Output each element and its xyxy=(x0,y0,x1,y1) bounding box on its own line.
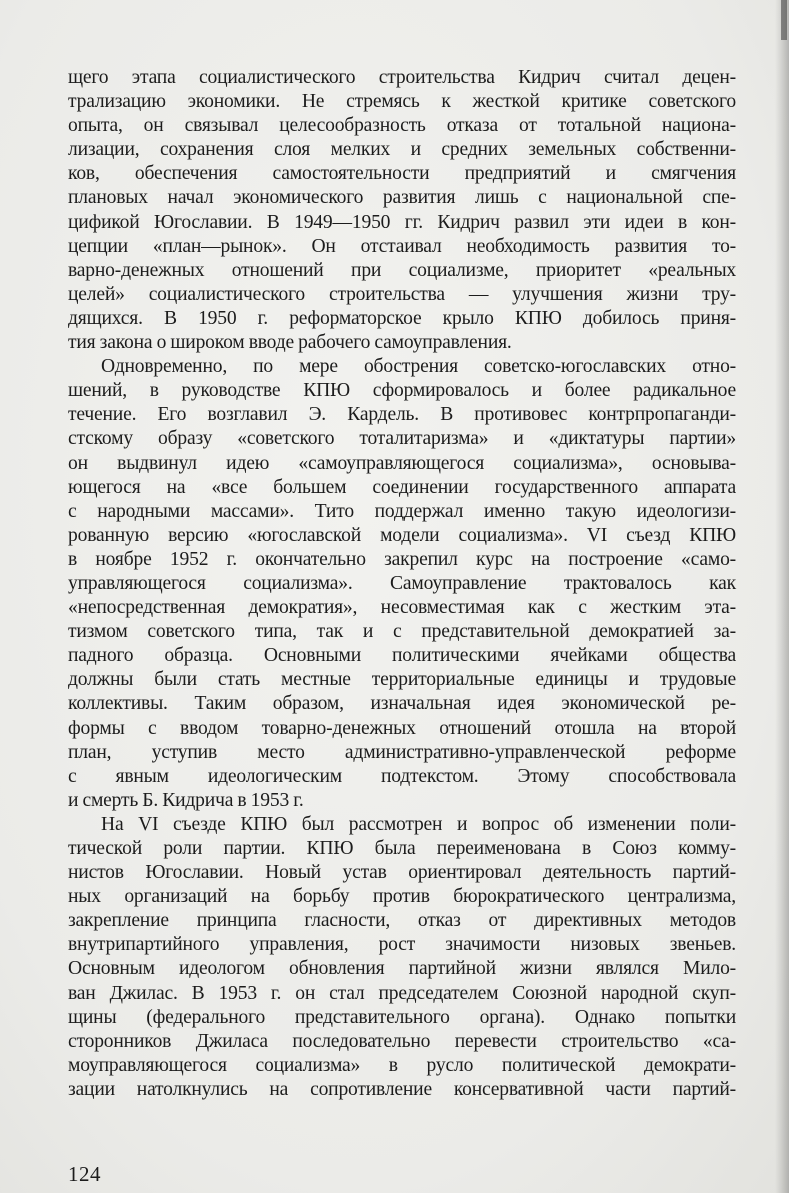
paragraph-3 xyxy=(68,813,736,1102)
text-line: Основным идеологом обновления партийной жизни являлся Мило- xyxy=(68,958,736,980)
text-line: Одновременно, по мере обострения советско-югославских отно- xyxy=(101,356,736,378)
text-line: должны были стать местные территориальные единицы и трудовые xyxy=(68,669,736,691)
text-line: щего этапа социалистического строительства Кидрич считал децен- xyxy=(68,67,736,88)
text-line: шений, в руководстве КПЮ сформировалось и более радикальное xyxy=(68,380,736,402)
text-line: ков, обеспечения самостоятельности предприятий и смягчения xyxy=(68,163,736,185)
text-line: стскому образу «советского тоталитаризма» и «диктатуры партии» xyxy=(68,428,736,450)
text-line: варно-денежных отношений при социализме, приоритет «реальных xyxy=(68,259,736,281)
text-line: закрепление принципа гласности, отказ от директивных методов xyxy=(68,910,736,932)
text-line: цепции «план—рынок». Он отстаивал необходимость развития то- xyxy=(68,235,736,257)
text-line: рованную версию «югославской модели социализма». VI съезд КПЮ xyxy=(68,524,736,546)
text-line: с явным идеологическим подтекстом. Этому способствовала xyxy=(68,765,736,787)
text-line: нистов Югославии. Новый устав ориентировал деятельность партий- xyxy=(68,862,736,884)
text-line: тической роли партии. КПЮ была переименована в Союз комму- xyxy=(68,838,736,859)
text-line: лизации, сохранения слоя мелких и средних земельных собственни- xyxy=(68,139,736,161)
text-line: На VI съезде КПЮ был рассмотрен и вопрос об изменении поли- xyxy=(101,813,736,835)
text-line: и смерть Б. Кидрича в 1953 г. xyxy=(68,789,304,811)
text-line: тизмом советского типа, так и с представительной демократией за- xyxy=(68,621,736,643)
text-line: ван Джилас. В 1953 г. он стал председателем Союзной народной скуп- xyxy=(68,982,736,1004)
text-line: с народными массами». Тито поддержал именно такую идеологизи- xyxy=(68,500,736,522)
text-line: целей» социалистического строительства — улучшения жизни тру- xyxy=(68,283,736,305)
text-line: «непосредственная демократия», несовместимая как с жестким эта- xyxy=(68,597,736,619)
body-text xyxy=(68,66,736,1102)
text-line: зации натолкнулись на сопротивление консервативной части партий- xyxy=(68,1078,736,1100)
text-line: он выдвинул идею «самоуправляющегося социализма», основыва- xyxy=(68,452,736,474)
text-line: ющегося на «все большем соединении государственного аппарата xyxy=(68,476,736,498)
text-line: течение. Его возглавил Э. Кардель. В противовес контрпропаганди- xyxy=(68,404,736,426)
scan-edge-mark xyxy=(781,0,787,40)
text-line: тия закона о широком вводе рабочего самоуправления. xyxy=(68,332,512,354)
text-line: сторонников Джиласа последовательно перевести строительство «са- xyxy=(68,1030,736,1052)
page-edge-shadow xyxy=(775,0,789,1193)
text-line: моуправляющегося социализма» в русло политической демократи- xyxy=(68,1054,736,1076)
text-line: падного образца. Основными политическими ячейками общества xyxy=(68,645,736,667)
text-line: дящихся. В 1950 г. реформаторское крыло КПЮ добилось приня- xyxy=(68,307,736,329)
text-line: трализацию экономики. Не стремясь к жесткой критике советского xyxy=(68,91,736,113)
paragraph-1 xyxy=(68,66,736,355)
page-number: 124 xyxy=(68,1162,101,1186)
text-line: цификой Югославии. В 1949—1950 гг. Кидрич развил эти идеи в кон- xyxy=(68,211,736,233)
text-line: формы с вводом товарно-денежных отношений отошла на второй xyxy=(68,717,736,739)
text-line: внутрипартийного управления, рост значимости низовых звеньев. xyxy=(68,934,736,956)
text-line: ных организаций на борьбу против бюрократического централизма, xyxy=(68,886,736,908)
text-line: опыта, он связывал целесообразность отказа от тотальной национа- xyxy=(68,115,736,137)
text-line: коллективы. Таким образом, изначальная идея экономической ре- xyxy=(68,693,736,715)
text-line: в ноябре 1952 г. окончательно закрепил курс на построение «само- xyxy=(68,548,736,570)
text-line: управляющегося социализма». Самоуправление трактовалось как xyxy=(68,572,736,594)
text-line: план, уступив место административно-управленческой реформе xyxy=(68,741,736,763)
text-line: плановых начал экономического развития лишь с национальной спе- xyxy=(68,187,736,209)
text-line: щины (федерального представительного органа). Однако попытки xyxy=(68,1006,736,1028)
paragraph-2 xyxy=(68,355,736,813)
